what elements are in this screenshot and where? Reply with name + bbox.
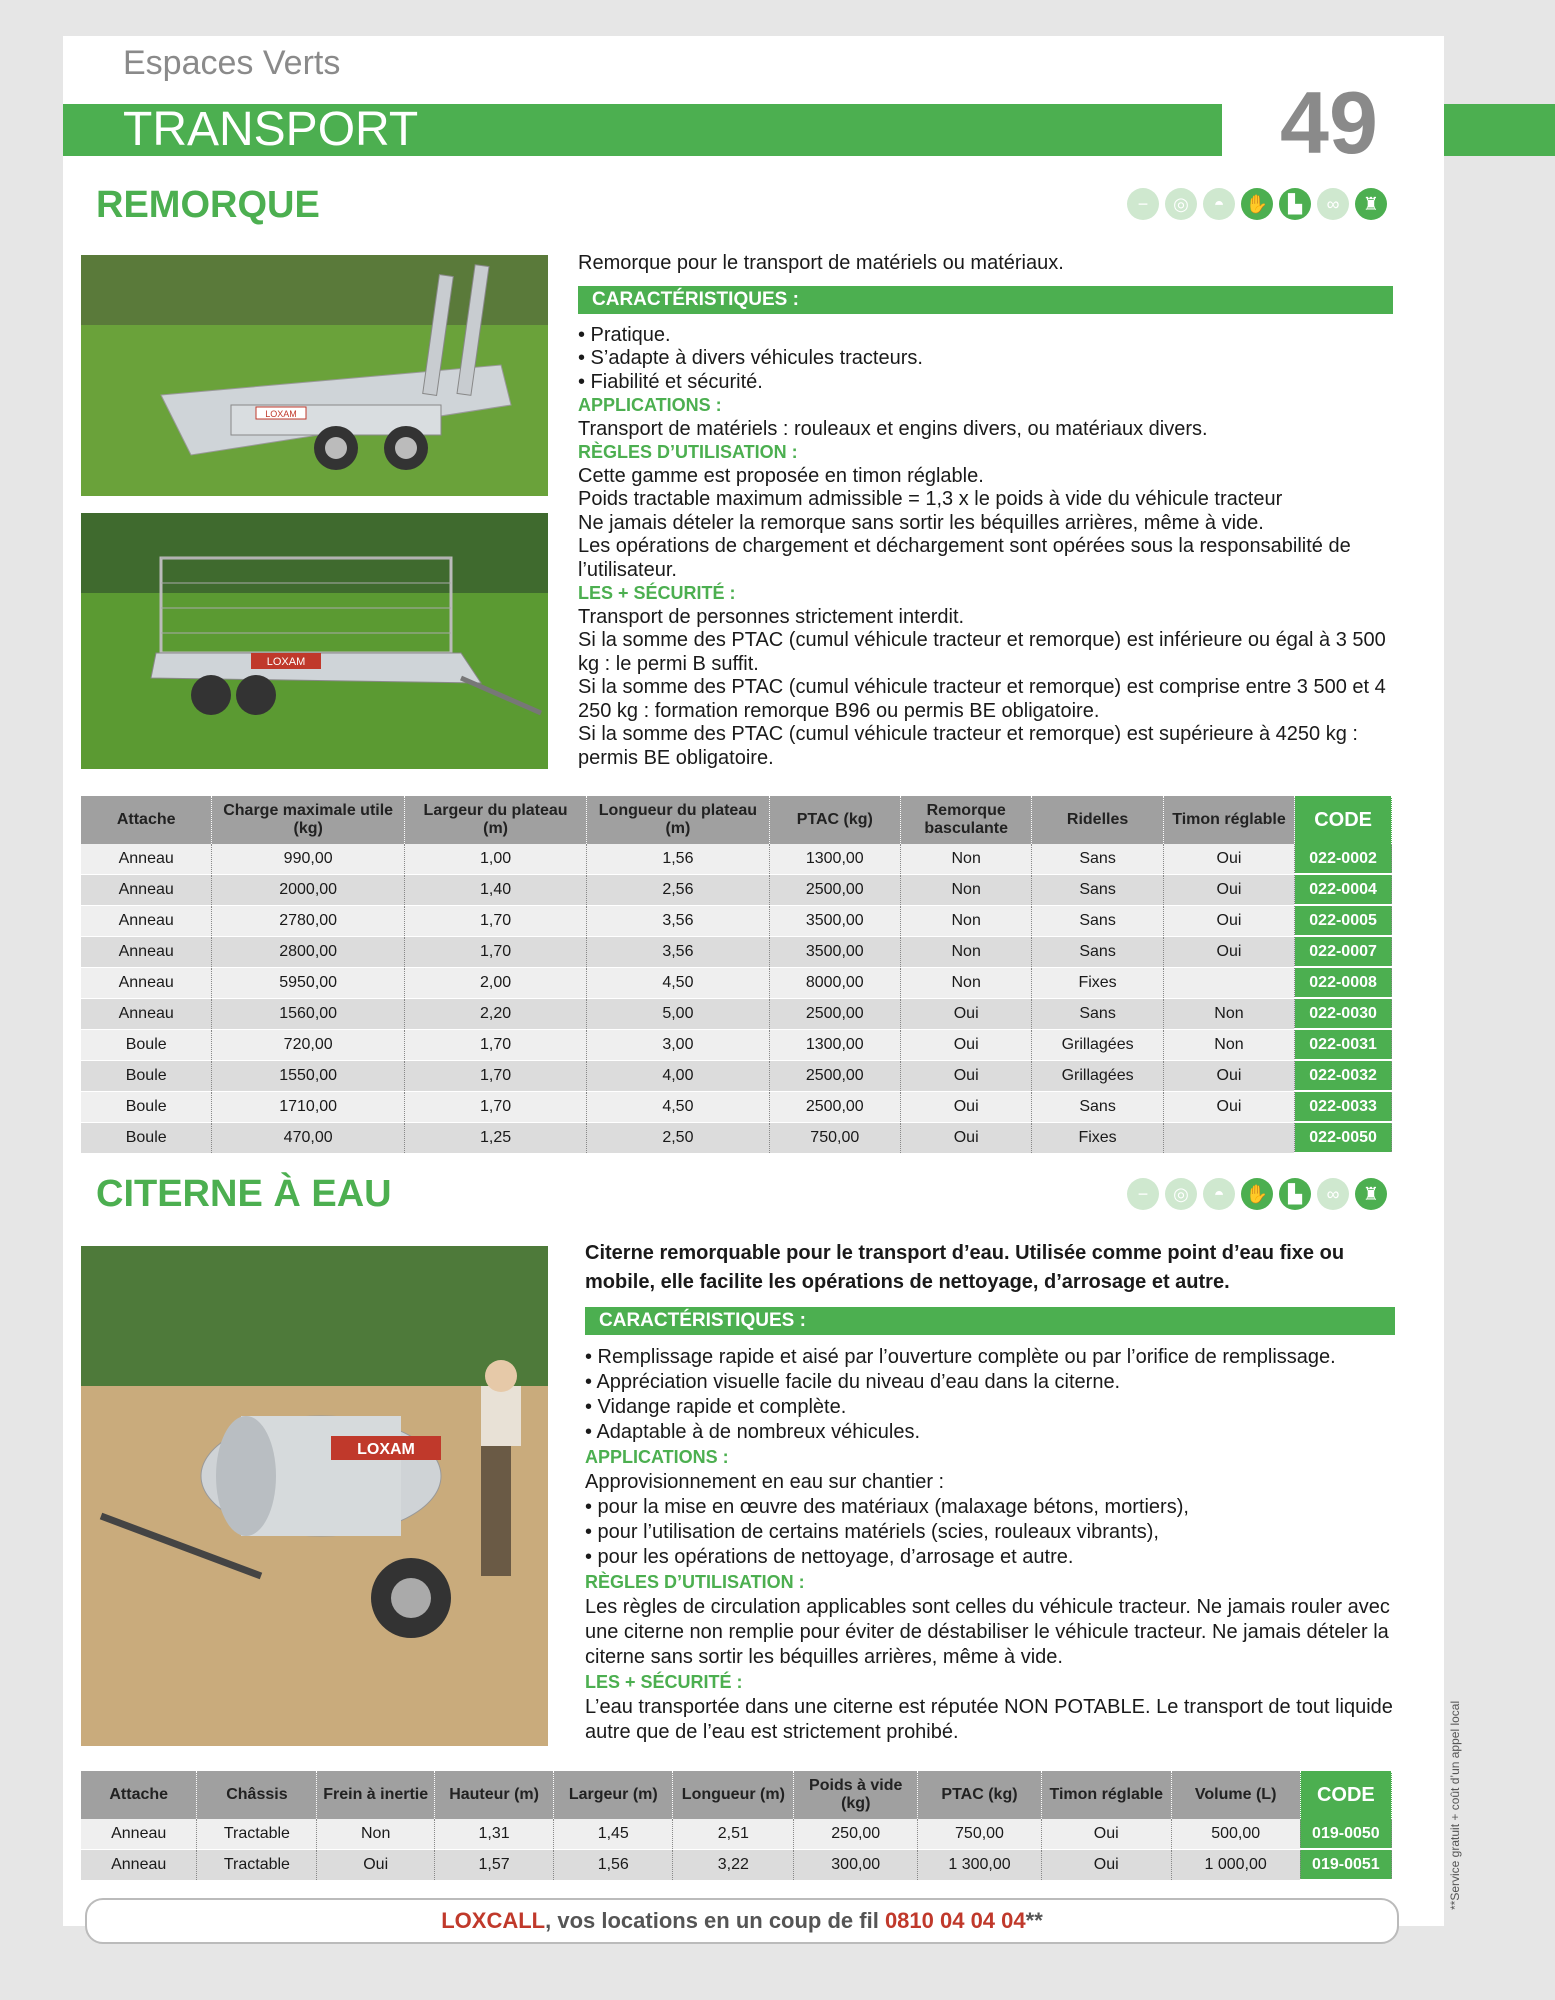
table-cell: 5950,00 [212,967,405,998]
code-cell: 019-0051 [1300,1849,1391,1880]
gloves-icon: ✋ [1241,188,1273,220]
table-cell: Non [900,967,1031,998]
citerne-table [81,1771,1392,1881]
table-cell: 1 300,00 [918,1849,1042,1880]
table-cell: Grillagées [1032,1060,1163,1091]
col-header: Largeur du plateau (m) [404,796,586,844]
table-cell: Sans [1032,998,1163,1029]
table-cell: 750,00 [918,1819,1042,1849]
table-row [81,1091,1392,1122]
side-note: **Service gratuit + coût d’un appel local [1448,1700,1462,1910]
table-cell: Sans [1032,874,1163,905]
table-cell: 1,70 [404,1060,586,1091]
remorque-car-title: CARACTÉRISTIQUES : [578,286,1393,314]
citerne-app-0: Approvisionnement en eau sur chantier : [585,1471,945,1493]
table-cell: 990,00 [212,844,405,874]
table-cell: 1,70 [404,1029,586,1060]
table-cell: 3,00 [587,1029,769,1060]
gloves-icon: ✋ [1241,1178,1273,1210]
col-header: Volume (L) [1171,1771,1300,1819]
table-cell: Anneau [81,874,212,905]
remorque-sec-0: Transport de personnes strictement interdit. [578,605,965,628]
table-cell: Anneau [81,936,212,967]
code-cell: 022-0004 [1295,874,1392,905]
remorque-table [81,796,1392,1154]
table-cell: 1560,00 [212,998,405,1029]
table-cell: 2780,00 [212,905,405,936]
table-cell: Oui [900,1060,1031,1091]
citerne-car-title: CARACTÉRISTIQUES : [585,1307,1395,1335]
trailer-photo-2-brand: LOXAM [266,656,306,668]
table-cell: 2000,00 [212,874,405,905]
vest-icon: ♜ [1355,188,1387,220]
table-cell: Oui [1041,1819,1171,1849]
footer-stars: ** [1025,1908,1043,1933]
remorque-rule-3: Les opérations de chargement et déchargement sont opérées sous la responsabilité de l’utilisateur. [578,535,1351,581]
citerne-table-body [81,1819,1392,1880]
table-cell: Fixes [1032,967,1163,998]
table-cell: Boule [81,1122,212,1153]
col-header: Largeur (m) [554,1771,673,1819]
code-cell: 022-0005 [1295,905,1392,936]
table-cell: 2,00 [404,967,586,998]
table-cell: Anneau [81,905,212,936]
citerne-app-3: • pour les opérations de nettoyage, d’arrosage et autre. [585,1546,1074,1568]
remorque-app-title: APPLICATIONS : [578,395,722,415]
table-cell: 1,45 [554,1819,673,1849]
table-cell: Oui [900,1029,1031,1060]
table-cell: Oui [900,1122,1031,1153]
table-cell: Tractable [197,1819,317,1849]
footer-brand: LOXCALL [441,1908,546,1933]
table-cell: 1,56 [587,844,769,874]
boots-icon: ▙ [1279,188,1311,220]
col-header: Ridelles [1032,796,1163,844]
ear-protection-icon: ◎ [1165,188,1197,220]
col-header: PTAC (kg) [769,796,900,844]
mask-icon: − [1127,1178,1159,1210]
table-cell: Non [1163,1029,1294,1060]
table-cell: 1,70 [404,936,586,967]
table-row [81,844,1392,874]
table-cell: Boule [81,1060,212,1091]
table-cell: Oui [1041,1849,1171,1880]
citerne-intro: Citerne remorquable pour le transport d’eau. Utilisée comme point d’eau fixe ou mobile, elle facilite les opérations de nettoyage, d’arrosage et autre. [585,1242,1345,1293]
code-cell: 022-0030 [1295,998,1392,1029]
citerne-car-1: • Appréciation visuelle facile du niveau d’eau dans la citerne. [585,1371,1121,1393]
remorque-sec-3: Si la somme des PTAC (cumul véhicule tracteur et remorque) est supérieure à 4250 kg : permis BE obligatoire. [578,723,1358,769]
col-header: Attache [81,796,212,844]
table-cell: Oui [1163,844,1294,874]
table-cell: 720,00 [212,1029,405,1060]
table-cell: Sans [1032,905,1163,936]
remorque-rule-2: Ne jamais dételer la remorque sans sortir les béquilles arrières, même à vide. [578,511,1264,534]
ppe-icons-remorque [1127,188,1387,220]
table-cell: 4,50 [587,1091,769,1122]
mask-icon: − [1127,188,1159,220]
remorque-rule-1: Poids tractable maximum admissible = 1,3 x le poids à vide du véhicule tracteur [578,488,1283,510]
citerne-app-1: • pour la mise en œuvre des matériaux (malaxage bétons, mortiers), [585,1496,1189,1518]
table-cell: Boule [81,1091,212,1122]
table-cell: Non [1163,998,1294,1029]
col-header: Longueur (m) [673,1771,794,1819]
code-cell: 022-0033 [1295,1091,1392,1122]
table-cell: Tractable [197,1849,317,1880]
table-row [81,1849,1392,1880]
table-cell: Anneau [81,1849,197,1880]
col-header: Timon réglable [1041,1771,1171,1819]
table-cell: Anneau [81,967,212,998]
citerne-title: CITERNE À EAU [96,1173,392,1215]
remorque-rules-title: RÈGLES D’UTILISATION : [578,442,798,462]
table-cell: 300,00 [794,1849,918,1880]
table-cell: Oui [900,1091,1031,1122]
citerne-sec-0: L’eau transportée dans une citerne est réputée NON POTABLE. Le transport de tout liquide autre que de l’eau est strictement prohibé. [585,1696,1393,1743]
table-cell: 2800,00 [212,936,405,967]
page-title: TRANSPORT [123,103,419,156]
table-cell: 1,00 [404,844,586,874]
table-cell: Sans [1032,844,1163,874]
goggles-icon: ∞ [1317,188,1349,220]
footer-banner [85,1898,1399,1944]
col-header: Hauteur (m) [434,1771,553,1819]
citerne-description [585,1239,1395,1745]
table-row [81,1122,1392,1153]
table-cell: Fixes [1032,1122,1163,1153]
table-cell: 2,51 [673,1819,794,1849]
table-row [81,936,1392,967]
code-cell: 022-0050 [1295,1122,1392,1153]
table-cell: 1,70 [404,1091,586,1122]
table-cell: 2500,00 [769,874,900,905]
table-cell: 1,40 [404,874,586,905]
table-cell: 2,50 [587,1122,769,1153]
table-cell: 3500,00 [769,936,900,967]
footer-text: , vos locations en un coup de fil [545,1908,885,1933]
col-header: PTAC (kg) [918,1771,1042,1819]
table-row [81,905,1392,936]
table-cell: 2,20 [404,998,586,1029]
code-cell: 022-0032 [1295,1060,1392,1091]
table-cell: Boule [81,1029,212,1060]
table-cell: 3,22 [673,1849,794,1880]
remorque-car-2: • Fiabilité et sécurité. [578,370,763,393]
goggles-icon: ∞ [1317,1178,1349,1210]
table-cell: 2500,00 [769,1060,900,1091]
col-header: Frein à inertie [317,1771,435,1819]
footer-phone: 0810 04 04 04 [884,1908,1026,1933]
section-label: Espaces Verts [123,44,341,82]
table-cell: 3,56 [587,905,769,936]
table-cell: Oui [317,1849,435,1880]
col-header: Poids à vide (kg) [794,1771,918,1819]
ear-protection-icon: ◎ [1165,1178,1197,1210]
table-row [81,967,1392,998]
water-tank-photo [81,1246,548,1746]
remorque-car-0: • Pratique. [578,323,671,346]
tank-photo-brand: LOXAM [357,1441,415,1458]
helmet-icon: ◓ [1203,1178,1235,1210]
trailer-photo-1 [81,255,548,496]
remorque-rule-0: Cette gamme est proposée en timon réglable. [578,464,984,487]
table-cell: 1710,00 [212,1091,405,1122]
table-cell: 2500,00 [769,998,900,1029]
remorque-intro: Remorque pour le transport de matériels ou matériaux. [578,252,1064,274]
table-cell: Oui [1163,1060,1294,1091]
boots-icon: ▙ [1279,1178,1311,1210]
table-cell: Anneau [81,998,212,1029]
code-cell: 022-0002 [1295,844,1392,874]
table-cell: Non [900,936,1031,967]
trailer-photo-2 [81,513,548,769]
code-header: CODE [1300,1771,1391,1819]
table-cell [1163,967,1294,998]
remorque-app-0: Transport de matériels : rouleaux et engins divers, ou matériaux divers. [578,417,1208,440]
table-cell: 1,70 [404,905,586,936]
table-cell: Sans [1032,936,1163,967]
trailer-photo-1-brand: LOXAM [265,409,297,419]
col-header: Attache [81,1771,197,1819]
table-cell: Oui [1163,905,1294,936]
table-cell: 4,00 [587,1060,769,1091]
citerne-car-2: • Vidange rapide et complète. [585,1396,847,1418]
table-cell: 1300,00 [769,844,900,874]
table-row [81,998,1392,1029]
table-cell: 500,00 [1171,1819,1300,1849]
remorque-sec-title: LES + SÉCURITÉ : [578,583,736,603]
table-cell: 5,00 [587,998,769,1029]
table-cell: 3500,00 [769,905,900,936]
edge-band [1444,104,1555,156]
table-cell: 1,57 [434,1849,553,1880]
table-cell: Grillagées [1032,1029,1163,1060]
page-number: 49 [1280,73,1378,172]
vest-icon: ♜ [1355,1178,1387,1210]
table-cell: Anneau [81,844,212,874]
table-cell: 750,00 [769,1122,900,1153]
remorque-table-body [81,844,1392,1153]
table-cell: 1,31 [434,1819,553,1849]
table-row [81,1819,1392,1849]
table-cell: 470,00 [212,1122,405,1153]
citerne-app-title: APPLICATIONS : [585,1447,729,1467]
col-header: Charge maximale utile (kg) [212,796,405,844]
table-cell: 1550,00 [212,1060,405,1091]
col-header: Châssis [197,1771,317,1819]
table-cell: Anneau [81,1819,197,1849]
table-cell: 3,56 [587,936,769,967]
col-header: Remorque basculante [900,796,1031,844]
code-cell: 019-0050 [1300,1819,1391,1849]
remorque-car-1: • S’adapte à divers véhicules tracteurs. [578,347,923,369]
table-cell: 8000,00 [769,967,900,998]
ppe-icons-citerne [1127,1178,1387,1210]
table-cell: Oui [1163,874,1294,905]
table-cell: 250,00 [794,1819,918,1849]
code-header: CODE [1295,796,1392,844]
table-cell: Non [900,874,1031,905]
table-cell: 4,50 [587,967,769,998]
col-header: Longueur du plateau (m) [587,796,769,844]
table-cell: Non [317,1819,435,1849]
helmet-icon: ◓ [1203,188,1235,220]
table-cell: 1300,00 [769,1029,900,1060]
citerne-car-3: • Adaptable à de nombreux véhicules. [585,1421,920,1443]
remorque-description [578,252,1393,770]
table-cell: 1,25 [404,1122,586,1153]
table-cell: Sans [1032,1091,1163,1122]
table-cell: Oui [900,998,1031,1029]
citerne-car-0: • Remplissage rapide et aisé par l’ouverture complète ou par l’orifice de remplissage. [585,1346,1336,1368]
remorque-sec-1: Si la somme des PTAC (cumul véhicule tracteur et remorque) est inférieure ou égal à 3 500 kg : le permi B suffit. [578,629,1386,675]
table-cell [1163,1122,1294,1153]
citerne-sec-title: LES + SÉCURITÉ : [585,1672,743,1692]
citerne-rules-title: RÈGLES D’UTILISATION : [585,1572,805,1592]
table-cell: 1 000,00 [1171,1849,1300,1880]
code-cell: 022-0007 [1295,936,1392,967]
table-cell: Oui [1163,936,1294,967]
table-row [81,1029,1392,1060]
table-cell: 2,56 [587,874,769,905]
table-cell: Non [900,844,1031,874]
col-header: Timon réglable [1163,796,1294,844]
table-cell: Oui [1163,1091,1294,1122]
table-row [81,874,1392,905]
remorque-sec-2: Si la somme des PTAC (cumul véhicule tracteur et remorque) est comprise entre 3 500 et 4 250 kg : formation remorque B96 ou permis BE obligatoire. [578,676,1386,722]
remorque-title: REMORQUE [96,184,320,226]
table-cell: 2500,00 [769,1091,900,1122]
code-cell: 022-0008 [1295,967,1392,998]
citerne-rule-0: Les règles de circulation applicables sont celles du véhicule tracteur. Ne jamais rouler avec une citerne non remplie pour éviter de déstabiliser le véhicule tracteur. Ne jamais dételer la citerne sans sortir les béquilles arrières, même à vide. [585,1596,1390,1668]
table-cell: Non [900,905,1031,936]
table-cell: 1,56 [554,1849,673,1880]
code-cell: 022-0031 [1295,1029,1392,1060]
table-row [81,1060,1392,1091]
citerne-app-2: • pour l’utilisation de certains matériels (scies, rouleaux vibrants), [585,1521,1159,1543]
